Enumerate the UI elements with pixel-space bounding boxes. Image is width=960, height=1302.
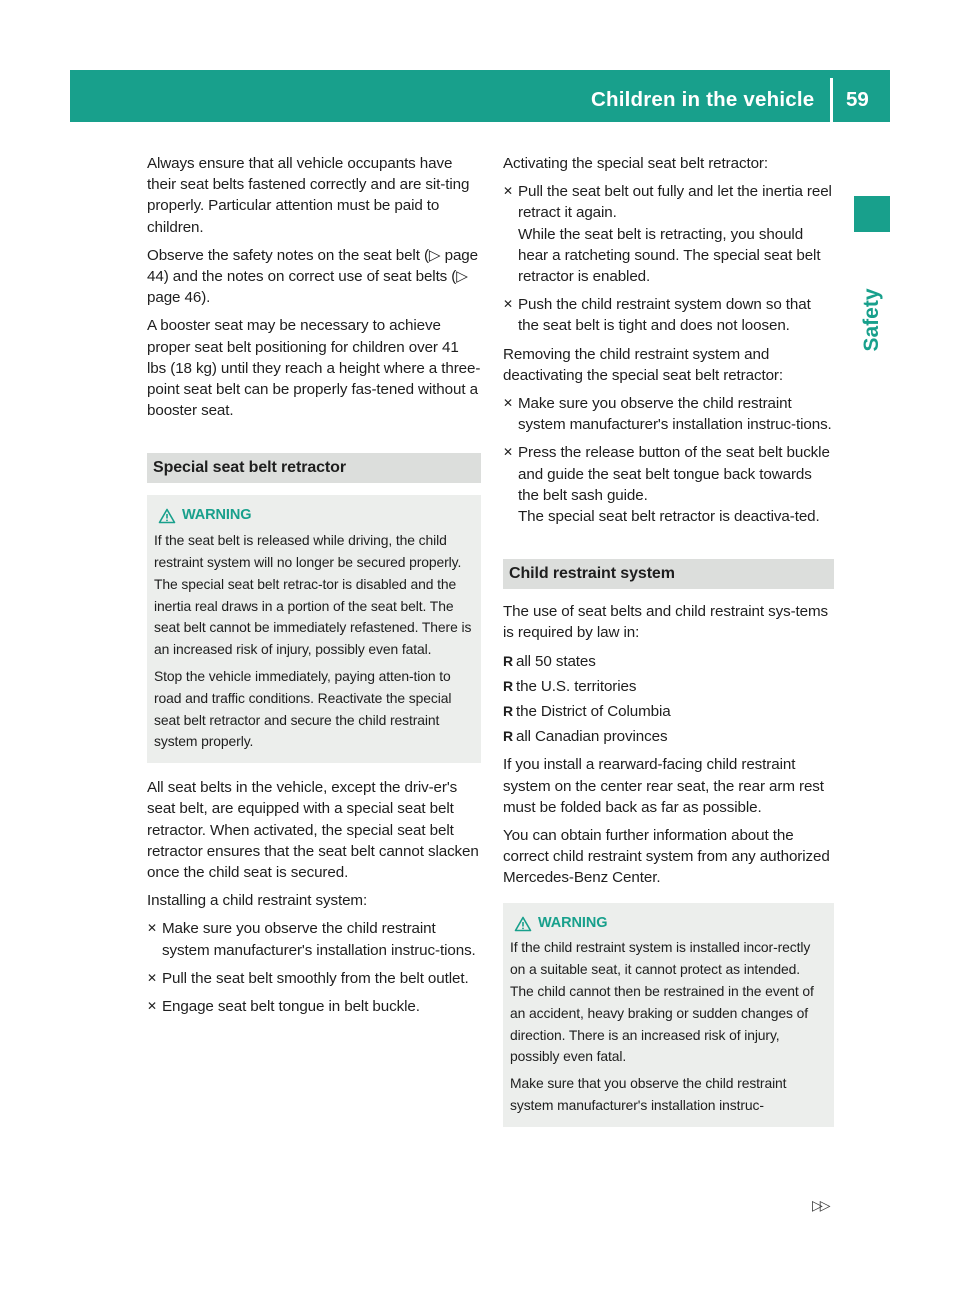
section-heading-child-restraint: Child restraint system [503,559,834,589]
step-arrow-icon: ✕ [147,999,157,1014]
warning-paragraph: If the seat belt is released while driving, the child restraint system will no longer be secured properly. The special seat belt retrac-tor is disabled and the inertia real draws in a portion of the seat belt. The seat belt cannot be immediately refastened. There is an increased risk of injury, possibly even fatal. [154,532,472,658]
warning-box [147,495,481,763]
step-arrow-icon: ✕ [503,297,513,312]
right-column [503,153,834,1141]
warning-triangle-icon [514,916,532,932]
page-title: Children in the vehicle [591,88,815,111]
body-paragraph: If you install a rearward-facing child restraint system on the center rear seat, the rear arm rest must be folded back as far as possible. [503,756,824,816]
bullet-icon: R [503,652,514,669]
instruction-step [147,996,481,1017]
continue-arrows-icon: ▷▷ [812,1197,828,1213]
list-item [503,726,834,747]
instruction-step [147,968,481,989]
step-arrow-icon: ✕ [503,396,513,411]
intro-paragraph: Observe the safety notes on the seat belt (▷ page 44) and the notes on correct use of seat belts (▷ page 46). [147,246,478,307]
warning-paragraph: If the child restraint system is installed incor-rectly on a suitable seat, it cannot protect as intended. The child cannot then be restrained in the event of an accident, heavy braking or sudden changes of direction. There is an increased risk of injury, possibly even fatal. [510,939,814,1065]
list-item [503,651,834,672]
bullet-icon: R [503,703,514,720]
list-item-text: the District of Columbia [516,703,671,721]
step-text: Push the child restraint system down so that the seat belt is tight and does not loosen. [518,296,811,335]
instruction-step [147,918,481,960]
step-result: The special seat belt retractor is deactiva-ted. [518,508,820,526]
step-arrow-icon: ✕ [503,445,513,460]
step-text: Press the release button of the seat belt buckle and guide the seat belt tongue back towards the belt sash guide. [518,444,830,504]
left-column [147,153,481,1024]
step-arrow-icon: ✕ [147,970,157,985]
bullet-icon: R [503,677,514,694]
body-paragraph: You can obtain further information about the correct child restraint system from any authorized Mercedes-Benz Center. [503,827,830,887]
step-text: Pull the seat belt smoothly from the belt outlet. [162,969,469,987]
instruction-step [503,181,834,287]
step-text: Pull the seat belt out fully and let the inertia reel retract it again. [518,183,832,222]
warning-paragraph: Make sure that you observe the child restraint system manufacturer's installation instruc- [510,1075,787,1114]
step-arrow-icon: ✕ [503,184,513,199]
bullet-icon: R [503,728,514,745]
step-result: While the seat belt is retracting, you should hear a ratcheting sound. The special seat belt retractor is enabled. [518,225,821,286]
warning-title: WARNING [538,914,608,931]
warning-paragraph: Stop the vehicle immediately, paying atten-tion to road and traffic conditions. Reactivate the special seat belt retractor and secure the child restraint system properly. [154,668,452,750]
body-paragraph: All seat belts in the vehicle, except the driv-er's seat belt, are equipped with a special seat belt retractor. When activated, the special seat belt retractor ensures that the seat belt cannot slacken once the child seat is secured. [147,779,479,882]
list-item-text: all Canadian provinces [516,728,668,746]
body-paragraph: The use of seat belts and child restraint sys-tems is required by law in: [503,603,829,642]
list-item-text: all 50 states [516,652,596,670]
step-text: Make sure you observe the child restraint system manufacturer's installation instruc-tions. [162,920,476,959]
body-paragraph: Removing the child restraint system and deactivating the special seat belt retractor: [503,345,783,384]
body-paragraph: Installing a child restraint system: [147,892,368,910]
step-text: Make sure you observe the child restraint system manufacturer's installation instruc-tions. [518,395,832,434]
body-paragraph: Activating the special seat belt retractor: [503,155,768,172]
step-text: Engage seat belt tongue in belt buckle. [162,998,420,1016]
warning-title: WARNING [182,507,252,524]
header-divider [830,78,833,122]
warning-box [503,903,834,1127]
section-tab-label: Safety [860,288,883,352]
section-heading-retractor: Special seat belt retractor [147,453,481,483]
list-item [503,701,834,722]
section-tab-marker [854,196,890,232]
instruction-step [503,442,834,527]
warning-triangle-icon [158,508,176,524]
instruction-step [503,393,834,435]
step-arrow-icon: ✕ [147,921,157,936]
warning-header [510,913,827,935]
intro-paragraph: Always ensure that all vehicle occupants have their seat belts fastened correctly and are sit-ting properly. Particular attention must be paid to children. [147,155,470,236]
list-item [503,676,834,697]
page-number: 59 [846,88,869,111]
intro-paragraph: A booster seat may be necessary to achieve proper seat belt positioning for children over 41 lbs (18 kg) until they reach a height where a three-point seat belt can be properly fas-tened without a booster seat. [147,317,481,420]
instruction-step [503,294,834,336]
warning-header [154,505,474,527]
list-item-text: the U.S. territories [516,677,637,695]
